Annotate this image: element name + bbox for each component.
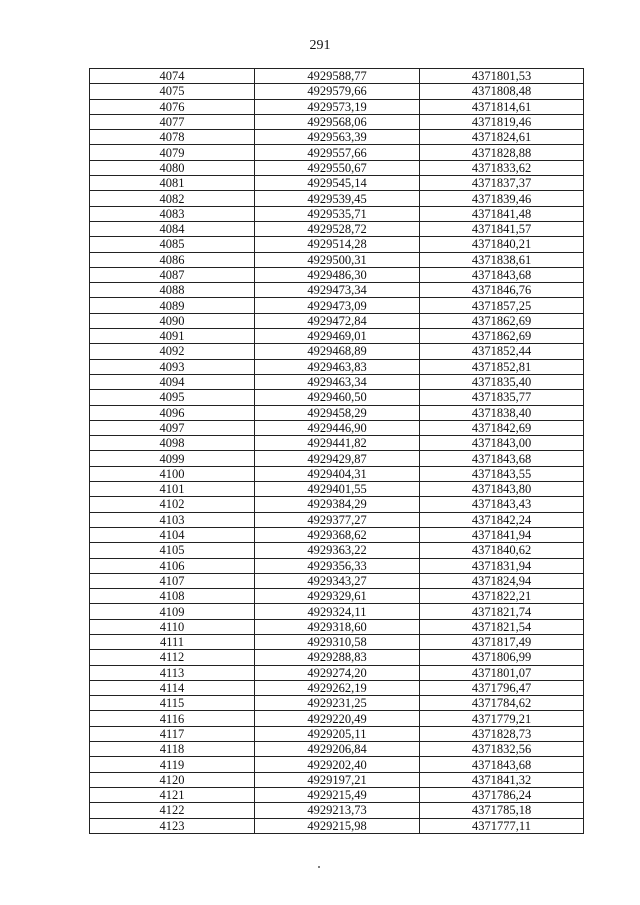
point-number-cell: 4115 (90, 696, 255, 711)
table-row (90, 267, 584, 282)
x-coordinate-cell: 4929446,90 (255, 420, 420, 435)
y-coordinate-cell: 4371843,68 (420, 757, 584, 772)
y-coordinate-cell: 4371801,53 (420, 69, 584, 84)
point-number-cell: 4091 (90, 329, 255, 344)
point-number-cell: 4104 (90, 527, 255, 542)
point-number-cell: 4074 (90, 69, 255, 84)
point-number-cell: 4077 (90, 114, 255, 129)
point-number-cell: 4086 (90, 252, 255, 267)
y-coordinate-cell: 4371838,40 (420, 405, 584, 420)
point-number-cell: 4123 (90, 818, 255, 833)
table-row (90, 742, 584, 757)
y-coordinate-cell: 4371784,62 (420, 696, 584, 711)
x-coordinate-cell: 4929213,73 (255, 803, 420, 818)
table-row (90, 772, 584, 787)
table-row (90, 558, 584, 573)
table-row (90, 619, 584, 634)
table-row (90, 420, 584, 435)
x-coordinate-cell: 4929368,62 (255, 527, 420, 542)
table-row (90, 160, 584, 175)
point-number-cell: 4111 (90, 634, 255, 649)
table-row (90, 527, 584, 542)
x-coordinate-cell: 4929528,72 (255, 221, 420, 236)
point-number-cell: 4108 (90, 589, 255, 604)
point-number-cell: 4112 (90, 650, 255, 665)
y-coordinate-cell: 4371821,74 (420, 604, 584, 619)
x-coordinate-cell: 4929563,39 (255, 130, 420, 145)
x-coordinate-cell: 4929197,21 (255, 772, 420, 787)
table-row (90, 130, 584, 145)
x-coordinate-cell: 4929274,20 (255, 665, 420, 680)
y-coordinate-cell: 4371801,07 (420, 665, 584, 680)
x-coordinate-cell: 4929310,58 (255, 634, 420, 649)
coordinates-table (89, 68, 584, 834)
table-row (90, 99, 584, 114)
y-coordinate-cell: 4371828,88 (420, 145, 584, 160)
point-number-cell: 4087 (90, 267, 255, 282)
x-coordinate-cell: 4929288,83 (255, 650, 420, 665)
y-coordinate-cell: 4371841,94 (420, 527, 584, 542)
point-number-cell: 4121 (90, 787, 255, 802)
point-number-cell: 4101 (90, 482, 255, 497)
point-number-cell: 4116 (90, 711, 255, 726)
y-coordinate-cell: 4371824,61 (420, 130, 584, 145)
x-coordinate-cell: 4929545,14 (255, 176, 420, 191)
point-number-cell: 4082 (90, 191, 255, 206)
x-coordinate-cell: 4929486,30 (255, 267, 420, 282)
point-number-cell: 4117 (90, 726, 255, 741)
point-number-cell: 4095 (90, 390, 255, 405)
x-coordinate-cell: 4929539,45 (255, 191, 420, 206)
x-coordinate-cell: 4929473,34 (255, 283, 420, 298)
y-coordinate-cell: 4371843,43 (420, 497, 584, 512)
y-coordinate-cell: 4371843,68 (420, 451, 584, 466)
table-row (90, 374, 584, 389)
y-coordinate-cell: 4371842,69 (420, 420, 584, 435)
table-row (90, 114, 584, 129)
point-number-cell: 4110 (90, 619, 255, 634)
table-row (90, 818, 584, 833)
y-coordinate-cell: 4371841,32 (420, 772, 584, 787)
y-coordinate-cell: 4371843,00 (420, 436, 584, 451)
x-coordinate-cell: 4929215,98 (255, 818, 420, 833)
y-coordinate-cell: 4371832,56 (420, 742, 584, 757)
x-coordinate-cell: 4929202,40 (255, 757, 420, 772)
table-row (90, 482, 584, 497)
x-coordinate-cell: 4929500,31 (255, 252, 420, 267)
point-number-cell: 4114 (90, 680, 255, 695)
x-coordinate-cell: 4929262,19 (255, 680, 420, 695)
point-number-cell: 4076 (90, 99, 255, 114)
point-number-cell: 4122 (90, 803, 255, 818)
table-row (90, 497, 584, 512)
point-number-cell: 4088 (90, 283, 255, 298)
table-row (90, 283, 584, 298)
table-row (90, 237, 584, 252)
table-row (90, 634, 584, 649)
point-number-cell: 4119 (90, 757, 255, 772)
point-number-cell: 4079 (90, 145, 255, 160)
table-row (90, 451, 584, 466)
x-coordinate-cell: 4929473,09 (255, 298, 420, 313)
x-coordinate-cell: 4929324,11 (255, 604, 420, 619)
table-row (90, 344, 584, 359)
y-coordinate-cell: 4371831,94 (420, 558, 584, 573)
table-row (90, 680, 584, 695)
point-number-cell: 4094 (90, 374, 255, 389)
y-coordinate-cell: 4371835,77 (420, 390, 584, 405)
point-number-cell: 4083 (90, 206, 255, 221)
table-row (90, 757, 584, 772)
x-coordinate-cell: 4929472,84 (255, 313, 420, 328)
y-coordinate-cell: 4371843,80 (420, 482, 584, 497)
table-row (90, 711, 584, 726)
y-coordinate-cell: 4371841,48 (420, 206, 584, 221)
point-number-cell: 4120 (90, 772, 255, 787)
table-row (90, 176, 584, 191)
y-coordinate-cell: 4371862,69 (420, 329, 584, 344)
y-coordinate-cell: 4371817,49 (420, 634, 584, 649)
table-row (90, 665, 584, 680)
y-coordinate-cell: 4371779,21 (420, 711, 584, 726)
table-row (90, 252, 584, 267)
x-coordinate-cell: 4929377,27 (255, 512, 420, 527)
y-coordinate-cell: 4371819,46 (420, 114, 584, 129)
table-row (90, 436, 584, 451)
point-number-cell: 4085 (90, 237, 255, 252)
table-row (90, 650, 584, 665)
point-number-cell: 4097 (90, 420, 255, 435)
point-number-cell: 4080 (90, 160, 255, 175)
page-number: 291 (309, 38, 331, 53)
y-coordinate-cell: 4371777,11 (420, 818, 584, 833)
x-coordinate-cell: 4929557,66 (255, 145, 420, 160)
y-coordinate-cell: 4371862,69 (420, 313, 584, 328)
x-coordinate-cell: 4929205,11 (255, 726, 420, 741)
y-coordinate-cell: 4371814,61 (420, 99, 584, 114)
y-coordinate-cell: 4371806,99 (420, 650, 584, 665)
table-row (90, 390, 584, 405)
table-row (90, 191, 584, 206)
table-row (90, 696, 584, 711)
y-coordinate-cell: 4371835,40 (420, 374, 584, 389)
y-coordinate-cell: 4371843,55 (420, 466, 584, 481)
table-row (90, 512, 584, 527)
y-coordinate-cell: 4371796,47 (420, 680, 584, 695)
point-number-cell: 4093 (90, 359, 255, 374)
point-number-cell: 4099 (90, 451, 255, 466)
x-coordinate-cell: 4929343,27 (255, 573, 420, 588)
x-coordinate-cell: 4929220,49 (255, 711, 420, 726)
x-coordinate-cell: 4929363,22 (255, 543, 420, 558)
y-coordinate-cell: 4371846,76 (420, 283, 584, 298)
table-row (90, 604, 584, 619)
table-row (90, 787, 584, 802)
y-coordinate-cell: 4371857,25 (420, 298, 584, 313)
y-coordinate-cell: 4371785,18 (420, 803, 584, 818)
x-coordinate-cell: 4929401,55 (255, 482, 420, 497)
point-number-cell: 4118 (90, 742, 255, 757)
x-coordinate-cell: 4929588,77 (255, 69, 420, 84)
x-coordinate-cell: 4929535,71 (255, 206, 420, 221)
x-coordinate-cell: 4929318,60 (255, 619, 420, 634)
y-coordinate-cell: 4371839,46 (420, 191, 584, 206)
point-number-cell: 4098 (90, 436, 255, 451)
y-coordinate-cell: 4371840,62 (420, 543, 584, 558)
table-row (90, 573, 584, 588)
point-number-cell: 4089 (90, 298, 255, 313)
x-coordinate-cell: 4929404,31 (255, 466, 420, 481)
x-coordinate-cell: 4929460,50 (255, 390, 420, 405)
table-row (90, 313, 584, 328)
table-row (90, 803, 584, 818)
point-number-cell: 4078 (90, 130, 255, 145)
y-coordinate-cell: 4371840,21 (420, 237, 584, 252)
x-coordinate-cell: 4929458,29 (255, 405, 420, 420)
point-number-cell: 4075 (90, 84, 255, 99)
point-number-cell: 4107 (90, 573, 255, 588)
x-coordinate-cell: 4929469,01 (255, 329, 420, 344)
point-number-cell: 4096 (90, 405, 255, 420)
table-row (90, 298, 584, 313)
x-coordinate-cell: 4929231,25 (255, 696, 420, 711)
x-coordinate-cell: 4929329,61 (255, 589, 420, 604)
x-coordinate-cell: 4929463,34 (255, 374, 420, 389)
y-coordinate-cell: 4371852,44 (420, 344, 584, 359)
y-coordinate-cell: 4371822,21 (420, 589, 584, 604)
table-row (90, 221, 584, 236)
x-coordinate-cell: 4929356,33 (255, 558, 420, 573)
table-row (90, 726, 584, 741)
y-coordinate-cell: 4371824,94 (420, 573, 584, 588)
table-row (90, 466, 584, 481)
y-coordinate-cell: 4371841,57 (420, 221, 584, 236)
y-coordinate-cell: 4371838,61 (420, 252, 584, 267)
point-number-cell: 4103 (90, 512, 255, 527)
point-number-cell: 4090 (90, 313, 255, 328)
table-row (90, 145, 584, 160)
y-coordinate-cell: 4371843,68 (420, 267, 584, 282)
y-coordinate-cell: 4371833,62 (420, 160, 584, 175)
x-coordinate-cell: 4929550,67 (255, 160, 420, 175)
y-coordinate-cell: 4371786,24 (420, 787, 584, 802)
table-row (90, 589, 584, 604)
x-coordinate-cell: 4929384,29 (255, 497, 420, 512)
y-coordinate-cell: 4371808,48 (420, 84, 584, 99)
x-coordinate-cell: 4929441,82 (255, 436, 420, 451)
table-row (90, 405, 584, 420)
coordinates-table-body (90, 69, 584, 834)
point-number-cell: 4100 (90, 466, 255, 481)
table-row (90, 329, 584, 344)
point-number-cell: 4106 (90, 558, 255, 573)
page-speck (318, 866, 320, 868)
y-coordinate-cell: 4371821,54 (420, 619, 584, 634)
x-coordinate-cell: 4929463,83 (255, 359, 420, 374)
x-coordinate-cell: 4929573,19 (255, 99, 420, 114)
point-number-cell: 4092 (90, 344, 255, 359)
x-coordinate-cell: 4929514,28 (255, 237, 420, 252)
point-number-cell: 4109 (90, 604, 255, 619)
y-coordinate-cell: 4371842,24 (420, 512, 584, 527)
x-coordinate-cell: 4929429,87 (255, 451, 420, 466)
y-coordinate-cell: 4371828,73 (420, 726, 584, 741)
y-coordinate-cell: 4371837,37 (420, 176, 584, 191)
x-coordinate-cell: 4929215,49 (255, 787, 420, 802)
table-row (90, 206, 584, 221)
y-coordinate-cell: 4371852,81 (420, 359, 584, 374)
point-number-cell: 4105 (90, 543, 255, 558)
table-row (90, 69, 584, 84)
point-number-cell: 4102 (90, 497, 255, 512)
point-number-cell: 4113 (90, 665, 255, 680)
table-row (90, 543, 584, 558)
point-number-cell: 4081 (90, 176, 255, 191)
x-coordinate-cell: 4929568,06 (255, 114, 420, 129)
x-coordinate-cell: 4929579,66 (255, 84, 420, 99)
table-row (90, 359, 584, 374)
x-coordinate-cell: 4929206,84 (255, 742, 420, 757)
table-row (90, 84, 584, 99)
point-number-cell: 4084 (90, 221, 255, 236)
x-coordinate-cell: 4929468,89 (255, 344, 420, 359)
